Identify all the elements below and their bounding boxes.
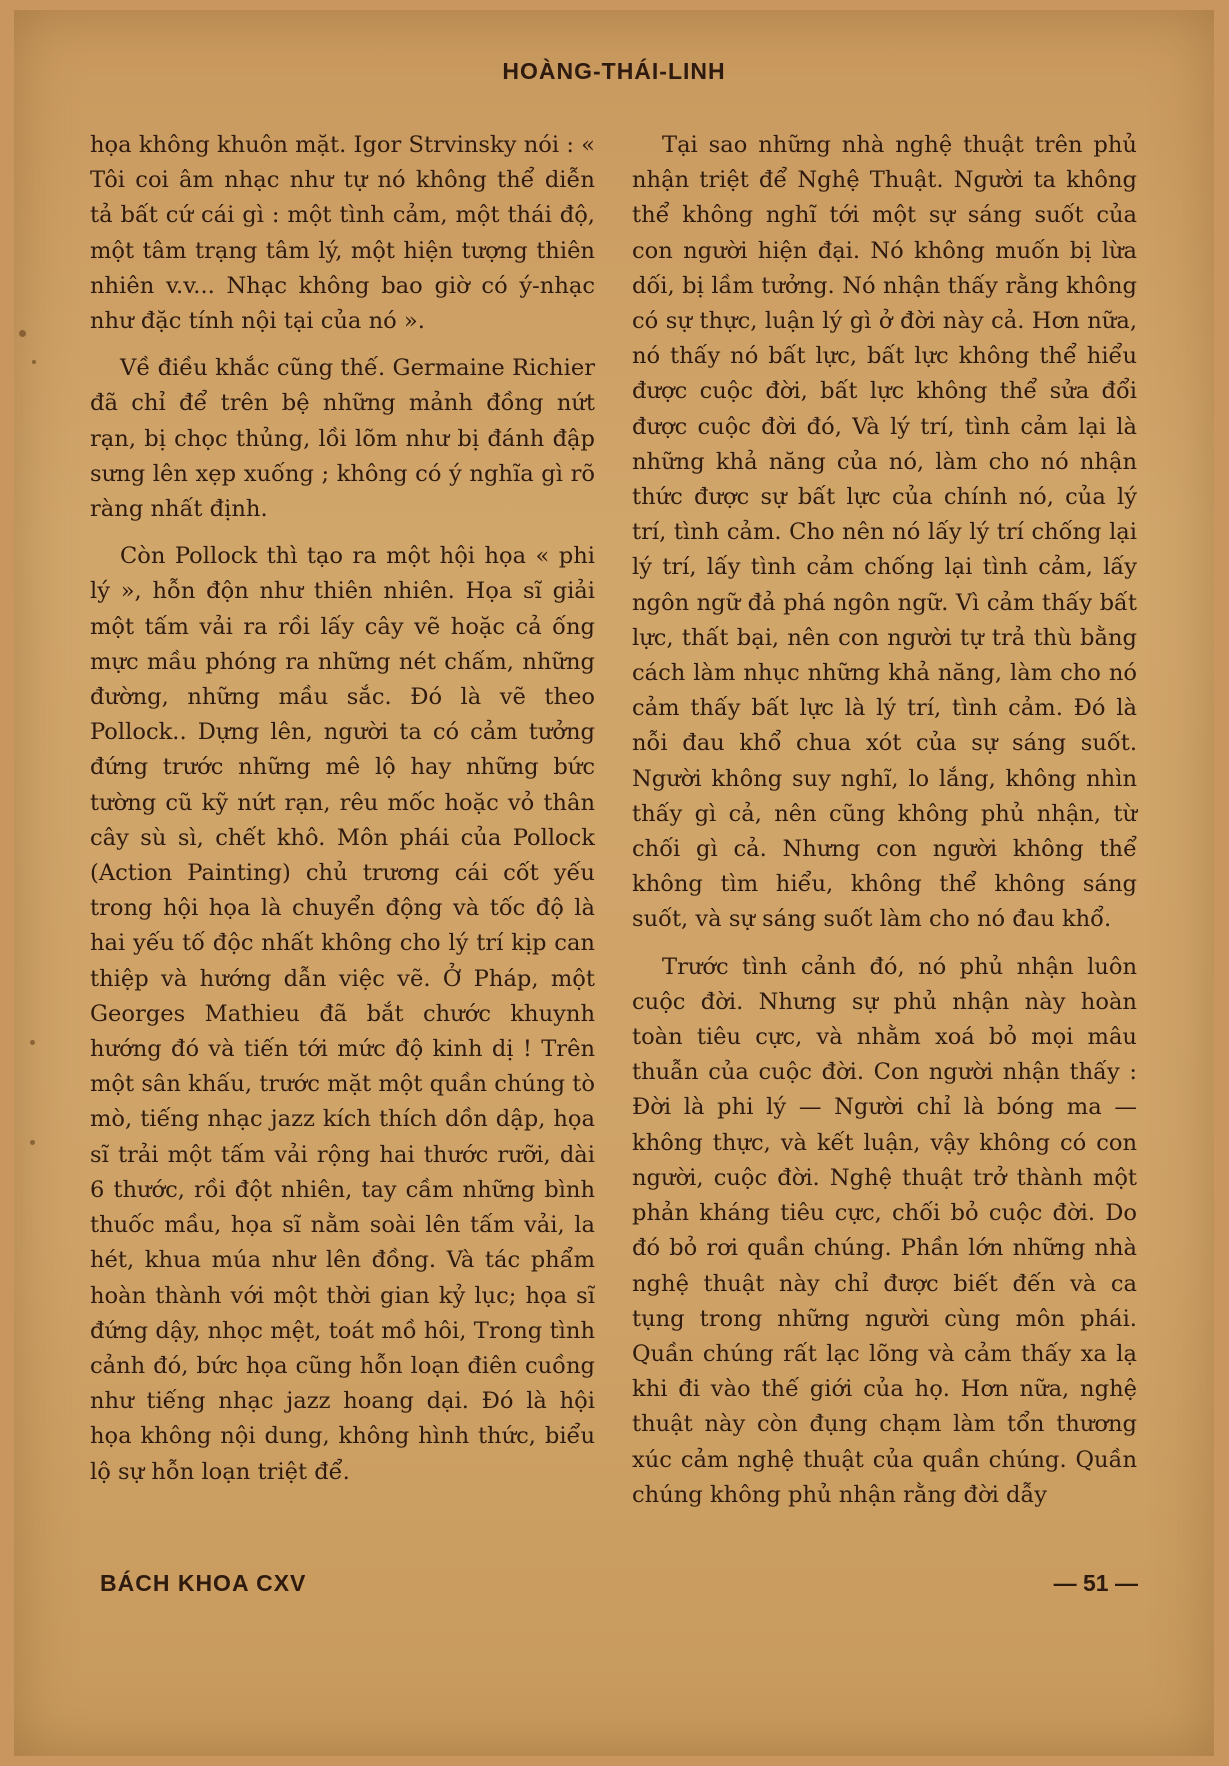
paragraph: họa không khuôn mặt. Igor Strvinsky nói : « Tôi coi âm nhạc như tự nó không thể diễn tả bất cứ cái gì : một tình cảm, một thái độ, một tâm trạng tâm lý, một hiện tượng thiên nhiên v.v... Nhạc không bao giờ có ý-nhạc như đặc tính nội tại của nó ». [90,132,595,335]
paragraph: Trước tình cảnh đó, nó phủ nhận luôn cuộc đời. Nhưng sự phủ nhận này hoàn toàn tiêu cực, và nhằm xoá bỏ mọi mâu thuẫn của cuộc đời. Con người nhận thấy : Đời là phi lý — Người chỉ là bóng ma — không thực, và kết luận, vậy không có con người, cuộc đời. Nghệ thuật trở thành một phản kháng tiêu cực, chối bỏ cuộc đời. Do đó bỏ rơi quần chúng. Phần lớn những nhà nghệ thuật này chỉ được biết đến và ca tụng trong những người cùng môn phái. Quần chúng rất lạc lõng và cảm thấy xa lạ khi đi vào thế giới của họ. Hơn nữa, nghệ thuật này còn đụng chạm làm tổn thương xúc cảm nghệ thuật của quần chúng. Quần chúng không phủ nhận rằng đời dẫy [632,953,1137,1508]
paper-stain [19,330,26,337]
paragraph: Về điều khắc cũng thế. Germaine Richier đã chỉ để trên bệ những mảnh đồng nứt rạn, bị chọc thủng, lồi lõm như bị đánh đập sưng lên xẹp xuống ; không có ý nghĩa gì rõ ràng nhất định. [90,355,595,523]
paper-stain [30,1040,35,1045]
publication-title: BÁCH KHOA CXV [100,1570,307,1596]
left-column [90,128,595,1490]
paper-stain [30,1140,35,1145]
paper-stain [32,360,36,364]
page-number: — 51 — [1053,1570,1138,1596]
paragraph: Tại sao những nhà nghệ thuật trên phủ nhận triệt để Nghệ Thuật. Người ta không thể không nghĩ tới một sự sáng suốt của con người hiện đại. Nó không muốn bị lừa dối, bị lầm tưởng. Nó nhận thấy rằng không có sự thực, luận lý gì ở đời này cả. Hơn nữa, nó thấy nó bất lực, bất lực không thể hiểu được cuộc đời, bất lực không thể sửa đổi được cuộc đời đó, Và lý trí, tình cảm lại là những khả năng của nó, làm cho nó nhận thức được sự bất lực của chính nó, của lý trí, tình cảm. Cho nên nó lấy lý trí chống lại lý trí, lấy tình cảm chống lại tình cảm, lấy ngôn ngữ đả phá ngôn ngữ. Vì cảm thấy bất lực, thất bại, nên con người tự trả thù bằng cách làm nhục những khả năng, làm cho nó cảm thấy bất lực là lý trí, tình cảm. Đó là nỗi đau khổ chua xót của sự sáng suốt. Người không suy nghĩ, lo lắng, không nhìn thấy gì cả, nên cũng không phủ nhận, từ chối gì cả. Nhưng con người không thể không tìm hiểu, không thể không sáng suốt, và sự sáng suốt làm cho nó đau khổ. [632,132,1137,933]
running-head: HOÀNG-THÁI-LINH [502,58,726,84]
paragraph: Còn Pollock thì tạo ra một hội họa « phi lý », hỗn độn như thiên nhiên. Họa sĩ giải một tấm vải ra rồi lấy cây vẽ hoặc cả ống mực mầu phóng ra những nét chấm, những đường, những mầu sắc. Đó là vẽ theo Pollock.. Dựng lên, người ta có cảm tưởng đứng trước những mê lộ hay những bức tường cũ kỹ nứt rạn, rêu mốc hoặc vỏ thân cây sù sì, chết khô. Môn phái của Pollock (Action Painting) chủ trương cái cốt yếu trong hội họa là chuyển động và tốc độ là hai yếu tố độc nhất không cho lý trí kịp can thiệp và hướng dẫn việc vẽ. Ở Pháp, một Georges Mathieu đã bắt chước khuynh hướng đó và tiến tới mức độ kinh dị ! Trên một sân khấu, trước mặt một quần chúng tò mò, tiếng nhạc jazz kích thích dồn dập, họa sĩ trải một tấm vải rộng hai thước rưỡi, dài 6 thước, rồi đột nhiên, tay cầm những bình thuốc mầu, họa sĩ nằm soài lên tấm vải, la hét, khua múa như lên đồng. Và tác phẩm hoàn thành với một thời gian kỷ lục; họa sĩ đứng dậy, nhọc mệt, toát mồ hôi, Trong tình cảnh đó, bức họa cũng hỗn loạn điên cuồng như tiếng nhạc jazz hoang dại. Đó là hội họa không nội dung, không hình thức, biểu lộ sự hỗn loạn triệt để. [90,543,595,1485]
magazine-page [14,10,1214,1756]
right-column [632,128,1137,1513]
